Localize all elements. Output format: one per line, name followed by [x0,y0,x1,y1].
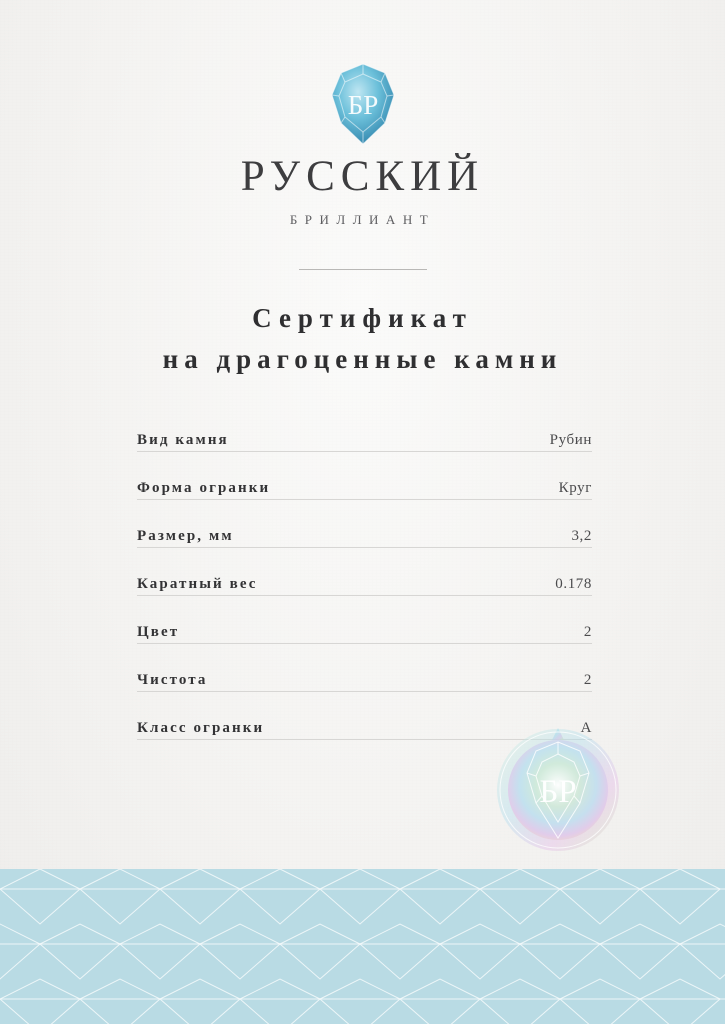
divider-rule [299,269,427,270]
table-row [137,548,592,596]
seal-monogram: БР [539,774,577,810]
brand-subtitle: БРИЛЛИАНТ [289,212,436,227]
spec-label: Форма огранки [137,480,271,496]
spec-value: A [580,720,592,736]
diamond-logo-icon [321,62,405,146]
brand-block [0,155,725,228]
table-row [137,644,592,692]
table-row [137,596,592,644]
page-title [0,300,725,378]
spec-label: Вид камня [137,432,229,448]
spec-label: Цвет [137,624,180,640]
spec-label: Размер, мм [137,528,234,544]
spec-label: Чистота [137,672,208,688]
spec-value: 2 [583,672,592,688]
spec-label: Каратный вес [137,576,258,592]
spec-value: 0.178 [555,576,592,592]
spec-value: 3,2 [571,528,592,544]
logo-container [0,62,725,146]
spec-label: Класс огранки [137,720,265,736]
holographic-seal-icon [494,726,622,854]
title-line-1: Сертификат [252,303,473,333]
table-row [137,500,592,548]
spec-value: Рубин [549,432,592,448]
specifications-table [137,404,592,740]
spec-value: Круг [558,480,592,496]
spec-value: 2 [583,624,592,640]
decorative-bottom-band [0,869,725,1024]
table-row [137,404,592,452]
title-line-2: на драгоценные камни [162,344,563,375]
brand-name: РУССКИЙ [240,153,485,200]
logo-monogram: БР [347,90,378,120]
table-row [137,452,592,500]
